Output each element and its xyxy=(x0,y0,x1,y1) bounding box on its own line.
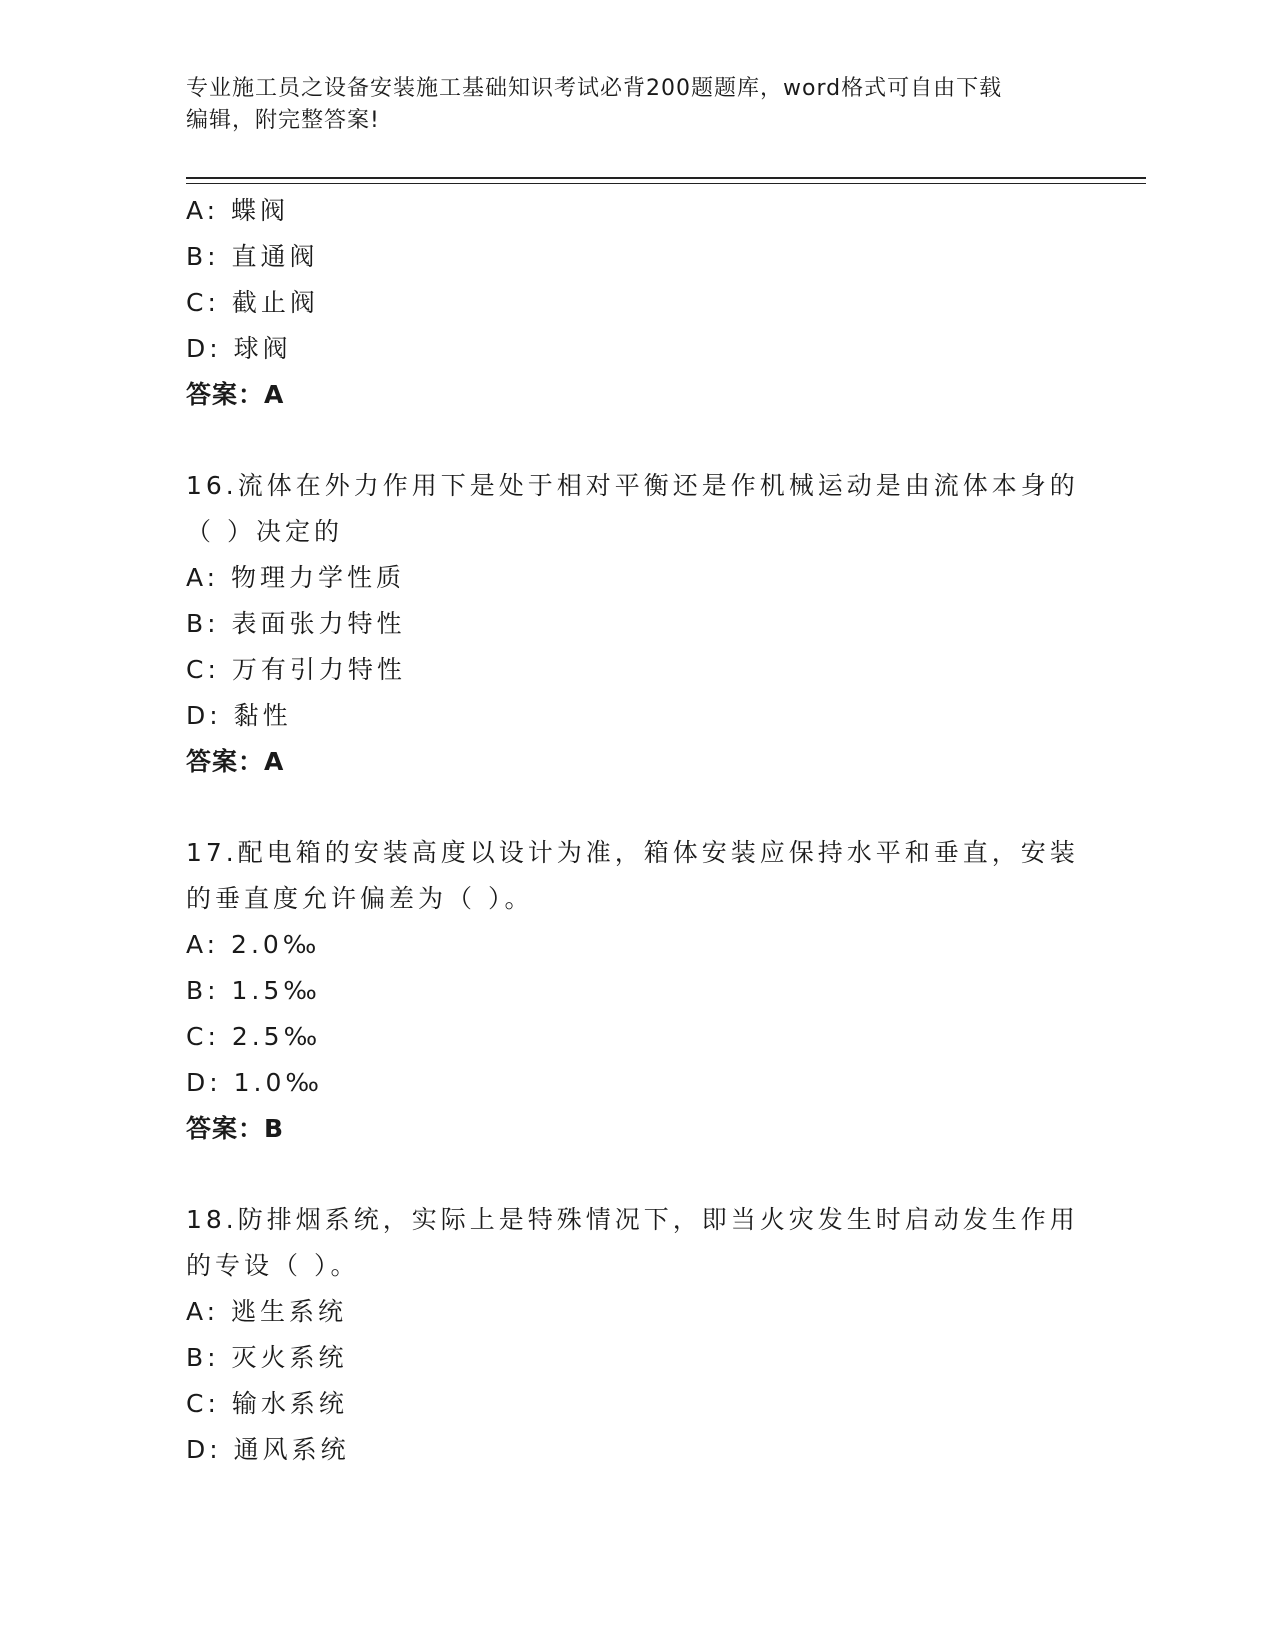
question-list xyxy=(186,188,1086,1473)
option-a: A: 物理力学性质 xyxy=(186,563,406,592)
option-d: D: 黏性 xyxy=(186,701,292,730)
question-stem: 16.流体在外力作用下是处于相对平衡还是作机械运动是由流体本身的 xyxy=(186,471,1079,500)
spacer xyxy=(186,418,1086,463)
option-b: B: 直通阀 xyxy=(186,242,319,271)
question-16-block xyxy=(186,463,1086,785)
document-header-text: 专业施工员之设备安装施工基础知识考试必背200题题库，word格式可自由下载 编辑，附完整答案! xyxy=(186,76,1003,133)
option-c: C: 万有引力特性 xyxy=(186,655,406,684)
answer-line: 答案：B xyxy=(186,1114,285,1143)
option-a: A: 逃生系统 xyxy=(186,1297,348,1326)
option-d: D: 球阀 xyxy=(186,334,292,363)
option-a: A: 2.0‰ xyxy=(186,930,321,959)
option-b: B: 灭火系统 xyxy=(186,1343,348,1372)
question-stem-continued: 的垂直度允许偏差为（ ）。 xyxy=(186,884,534,913)
option-c: C: 输水系统 xyxy=(186,1389,348,1418)
option-b: B: 1.5‰ xyxy=(186,976,321,1005)
spacer xyxy=(186,785,1086,830)
question-stem: 17.配电箱的安装高度以设计为准，箱体安装应保持水平和垂直，安装 xyxy=(186,838,1079,867)
option-c: C: 2.5‰ xyxy=(186,1022,322,1051)
question-stem-continued: （ ）决定的 xyxy=(186,517,343,546)
answer-line: 答案：A xyxy=(186,380,285,409)
option-c: C: 截止阀 xyxy=(186,288,319,317)
option-a: A: 蝶阀 xyxy=(186,196,290,225)
question-15-block xyxy=(186,188,1086,418)
option-b: B: 表面张力特性 xyxy=(186,609,406,638)
question-stem: 18.防排烟系统，实际上是特殊情况下，即当火灾发生时启动发生作用 xyxy=(186,1205,1079,1234)
spacer xyxy=(186,1152,1086,1197)
question-18-block xyxy=(186,1197,1086,1473)
question-17-block xyxy=(186,830,1086,1152)
option-d: D: 通风系统 xyxy=(186,1435,350,1464)
answer-line: 答案：A xyxy=(186,747,285,776)
question-stem-continued: 的专设（ ）。 xyxy=(186,1251,360,1280)
header-divider-thin xyxy=(186,183,1146,184)
option-d: D: 1.0‰ xyxy=(186,1068,323,1097)
header-divider-thick xyxy=(186,177,1146,179)
